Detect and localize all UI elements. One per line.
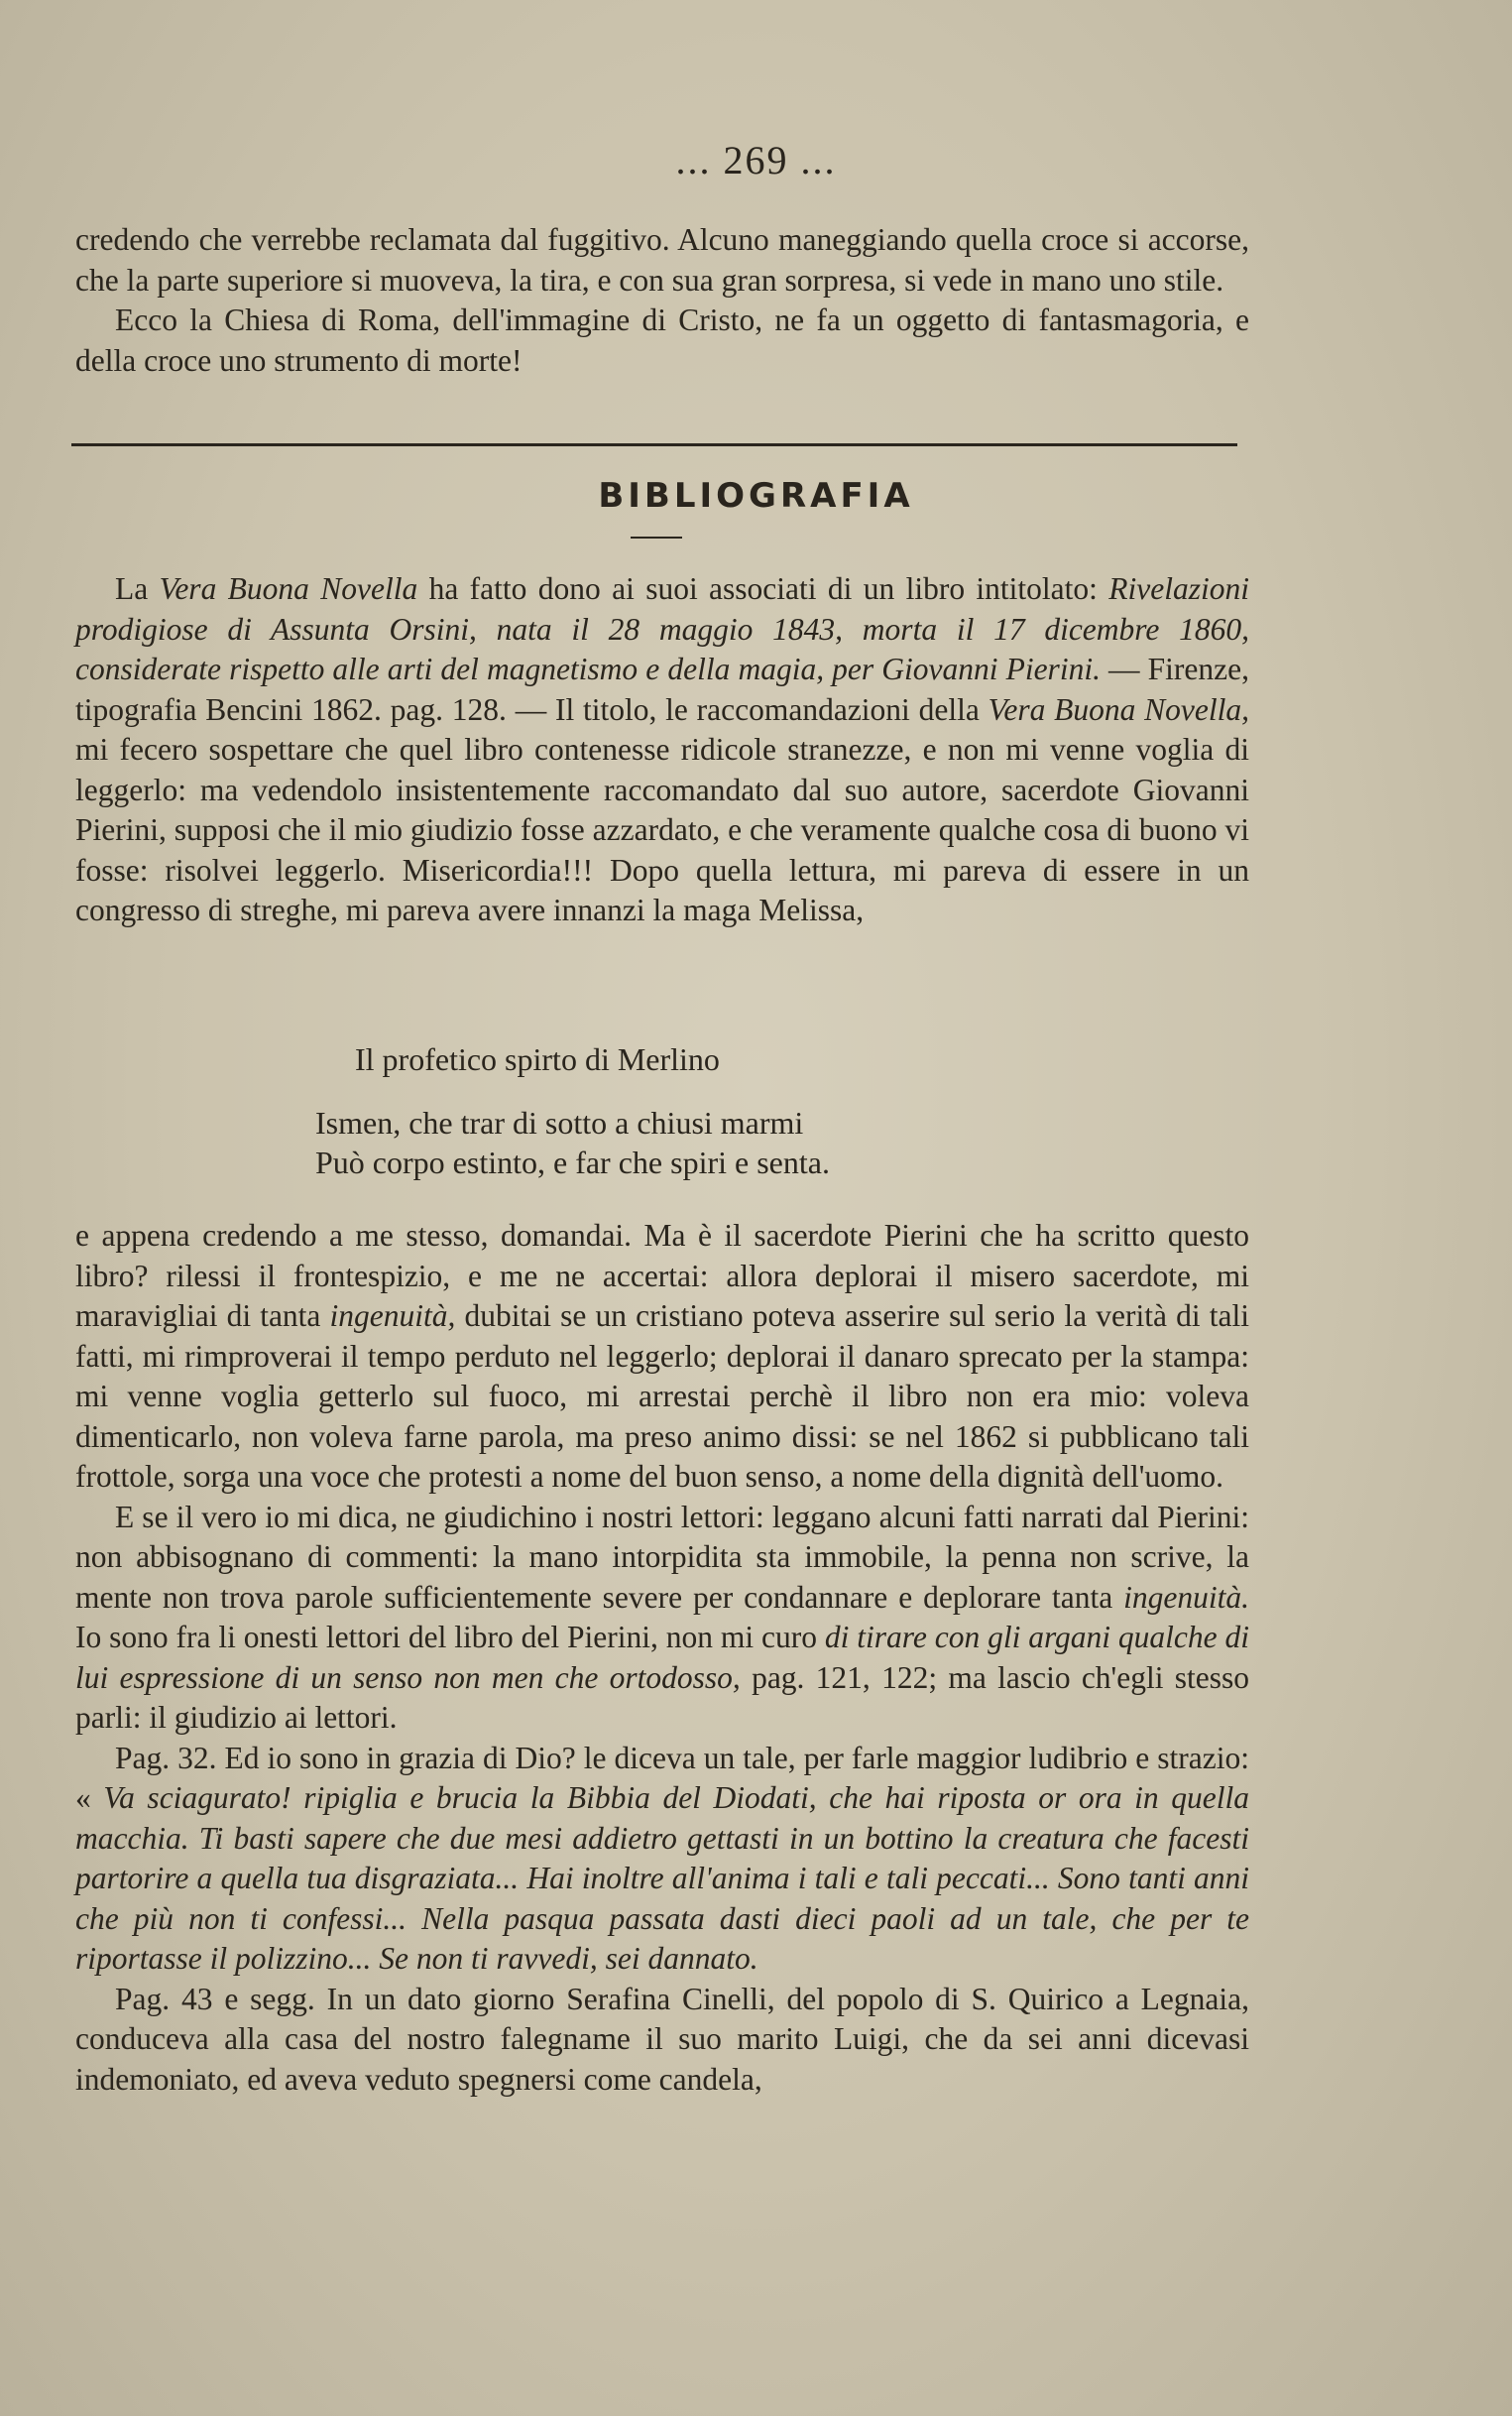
bibliography-paragraph-4 bbox=[75, 1739, 1249, 1980]
italic-run: di tirare con gli argani qualche di lui espressione di un senso non men che ortodosso, bbox=[75, 1620, 1250, 1695]
italic-run: ingenuità. bbox=[1123, 1579, 1249, 1615]
verse-line-1: Il profetico spirto di Merlino bbox=[355, 1041, 720, 1077]
text-run: Pag. 32. Ed io sono in grazia di Dio? le diceva un tale, per farle maggior ludibrio e strazio: « bbox=[75, 1740, 1249, 1815]
italic-run: ingenuità, bbox=[329, 1298, 456, 1333]
title-underline bbox=[631, 537, 682, 539]
verse-line-3: Può corpo estinto, e far che spiri e senta. bbox=[315, 1145, 830, 1180]
bibliography-paragraph-2 bbox=[75, 1216, 1249, 1498]
text-run: — Firenze, tipografia Bencini 1862. pag. 128. — Il titolo, le raccomandazioni della bbox=[75, 652, 1249, 727]
text-run: Pag. 43 e segg. In un dato giorno Serafina Cinelli, del popolo di S. Quirico a Legnaia, conduceva alla casa del nostro falegname il suo marito Luigi, che da sei anni dicevasi indemoniato, ed aveva veduto spegnersi come candela, bbox=[75, 1981, 1249, 2097]
bibliography-paragraph-3 bbox=[75, 1498, 1249, 1739]
italic-run: Rivelazioni prodigiose di Assunta Orsini, nata il 28 maggio 1843, morta il 17 dicembre 1860, considerate rispetto alle arti del magnetismo e della magia, per Giovanni Pierini. bbox=[75, 571, 1249, 686]
text-run: e appena credendo a me stesso, domandai. Ma è il sacerdote Pierini che ha scritto questo libro? rilessi il frontespizio, e me ne accertai: allora deplorai il misero sacerdote, mi maravigliai di tanta bbox=[75, 1218, 1249, 1333]
top-paragraph-2: Ecco la Chiesa di Roma, dell'immagine di Cristo, ne fa un oggetto di fantasmagoria, e della croce uno strumento di morte! bbox=[75, 302, 1249, 378]
text-run: ha fatto dono ai suoi associati di un libro intitolato: bbox=[417, 571, 1109, 606]
text-run: mi fecero sospettare che quel libro contenesse ridicole stranezze, e non mi venne voglia di leggerlo: ma vedendolo insistentemente raccomandato dal suo autore, sacerdote Giovanni Pierini, supposi che il mio giudizio fosse azzardato, e che veramente qualche cosa di buono vi fosse: risolvei leggerlo. Misericordia!!! Dopo quella lettura, mi pareva di essere in un congresso di streghe, mi pareva avere innanzi la maga Melissa, bbox=[75, 732, 1249, 927]
italic-run: Va sciagurato! ripiglia e brucia la Bibbia del Diodati, che hai riposta or ora in quella macchia. Ti basti sapere che due mesi addietro gettasti in un bottino la creatura che facesti partorire a quella tua disgraziata... Hai inoltre all'anima i tali e tali peccati... Sono tanti anni che più non ti confessi... Nella pasqua passata dasti dieci paoli ad un tale, che per te riportasse il polizzino... Se non ti ravvedi, sei dannato. bbox=[75, 1780, 1250, 1976]
text-run: dubitai se un cristiano poteva asserire sul serio la verità di tali fatti, mi rimproverai il tempo perduto nel leggerlo; deplorai il danaro sprecato per la stampa: mi venne voglia getterlo sul fuoco, mi arrestai perchè il libro non era mio: voleva dimenticarlo, non voleva farne parola, ma preso animo dissi: se nel 1862 si pubblicano tali frottole, sorga una voce che protesti a nome del buon senso, a nome della dignità dell'uomo. bbox=[75, 1298, 1249, 1494]
section-title: BIBLIOGRAFIA bbox=[598, 476, 914, 516]
verse-line-2: Ismen, che trar di sotto a chiusi marmi bbox=[315, 1105, 804, 1141]
bibliography-paragraph-5 bbox=[75, 1980, 1249, 2101]
text-run: La bbox=[115, 571, 160, 606]
text-run: Io sono fra li onesti lettori del libro del Pierini, non mi curo bbox=[75, 1620, 825, 1654]
bibliography-body bbox=[75, 1216, 1249, 2100]
italic-run: Vera Buona Novella bbox=[159, 571, 418, 606]
section-divider bbox=[71, 443, 1237, 446]
top-text bbox=[75, 220, 1249, 381]
bibliography-paragraph-1 bbox=[75, 569, 1249, 931]
text-run: E se il vero io mi dica, ne giudichino i nostri lettori: leggano alcuni fatti narrati dal Pierini: non abbisognano di commenti: la mano intorpidita sta immobile, la penna non scrive, la mente non trova parole sufficientemente severe per condannare e deplorare tanta bbox=[75, 1499, 1249, 1615]
top-paragraph-1: credendo che verrebbe reclamata dal fuggitivo. Alcuno maneggiando quella croce si accorse, che la parte superiore si muoveva, la tira, e con sua gran sorpresa, si vede in mano uno stile. bbox=[75, 222, 1249, 298]
text-run: pag. 121, 122; ma lascio ch'egli stesso parli: il giudizio ai lettori. bbox=[75, 1659, 1249, 1735]
italic-run: Vera Buona Novella, bbox=[988, 691, 1249, 727]
page-number: ... 269 ... bbox=[675, 138, 837, 182]
